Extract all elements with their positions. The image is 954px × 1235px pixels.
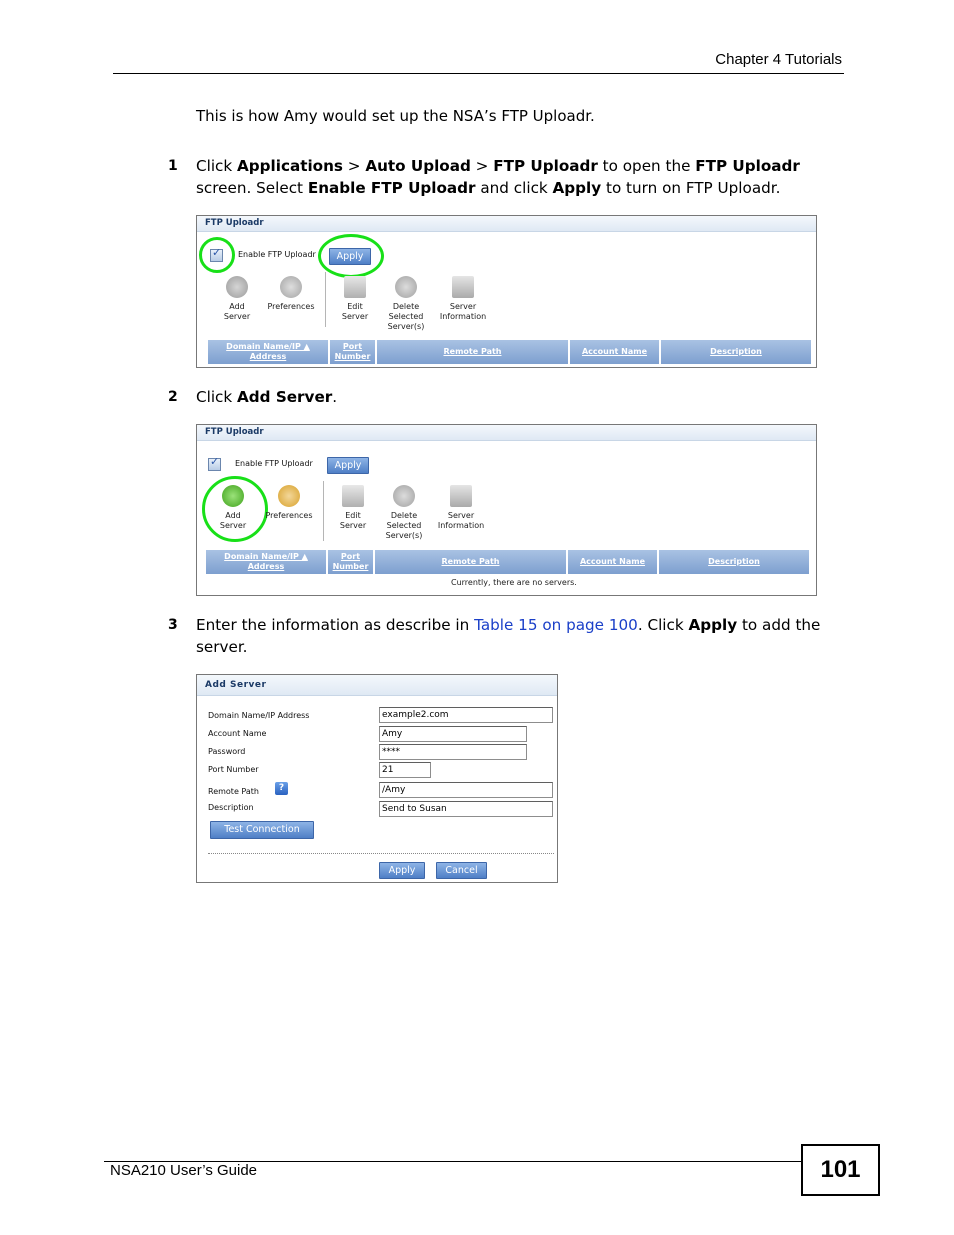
step-2-number: 2 [168,389,178,405]
col-account-name[interactable]: Account Name [568,550,657,574]
port-label: Port Number [208,765,259,774]
col-account-name[interactable]: Account Name [570,340,659,364]
highlight-circle [318,234,384,278]
ftp-uploadr-screenshot-2 [196,424,817,596]
info-icon [450,485,472,507]
toolbar-separator [325,272,326,327]
delete-server-tool[interactable]: Delete Selected Server(s) [383,276,429,332]
empty-table-message: Currently, there are no servers. [451,578,577,587]
add-server-screenshot [196,674,558,883]
guide-title: NSA210 User’s Guide [110,1162,258,1179]
password-label: Password [208,747,246,756]
intro-paragraph: This is how Amy would set up the NSA’s FTP Uploadr. [196,107,595,125]
divider [208,853,554,854]
step-3-number: 3 [168,617,178,633]
add-server-tool[interactable]: Add Server [217,276,257,322]
col-remote-path[interactable]: Remote Path [377,340,568,364]
info-icon [452,276,474,298]
toolbar-separator [323,481,324,541]
domain-field[interactable]: example2.com [379,707,553,723]
col-domain[interactable]: Domain Name/IP ▲ Address [208,340,328,364]
col-port[interactable]: Port Number [330,340,375,364]
edit-icon [342,485,364,507]
step-3-text: Enter the information as describe in Table 15 on page 100. Click Apply to add the server. [196,616,821,656]
panel-title: Add Server [197,675,557,696]
cancel-button[interactable]: Cancel [436,862,487,879]
col-remote-path[interactable]: Remote Path [375,550,566,574]
port-field[interactable]: 21 [379,762,431,778]
gear-icon [280,276,302,298]
ftp-uploadr-screenshot-1 [196,215,817,368]
edit-icon [344,276,366,298]
description-field[interactable]: Send to Susan [379,801,553,817]
gear-icon [278,485,300,507]
highlight-circle [199,237,235,273]
step-1-number: 1 [168,158,178,174]
col-port[interactable]: Port Number [328,550,373,574]
description-label: Description [208,803,254,812]
apply-button[interactable]: Apply [327,457,369,474]
edit-server-tool[interactable]: Edit Server [333,485,373,531]
apply-button[interactable]: Apply [329,248,371,265]
edit-server-tool[interactable]: Edit Server [335,276,375,322]
step-2-text: Click Add Server. [196,388,338,406]
table-header [206,550,809,574]
add-server-tool[interactable]: Add Server [213,485,253,531]
remote-path-field[interactable]: /Amy [379,782,553,798]
col-domain[interactable]: Domain Name/IP ▲ Address [206,550,326,574]
header-rule [113,73,844,74]
delete-icon [393,485,415,507]
table-15-link[interactable]: Table 15 on page 100 [474,616,638,634]
step-1-text: Click Applications > Auto Upload > FTP Uploadr to open the FTP Uploadr screen. Select Enable FTP Uploadr and click Apply to turn on FTP Uploadr. [196,157,800,197]
table-header [208,340,811,364]
chapter-header: Chapter 4 Tutorials [715,51,842,68]
server-info-tool[interactable]: Server Information [431,485,491,531]
enable-label: Enable FTP Uploadr [235,459,313,468]
col-description[interactable]: Description [659,550,809,574]
add-icon [226,276,248,298]
panel-title: FTP Uploadr [197,425,816,441]
preferences-tool[interactable]: Preferences [259,485,319,521]
enable-checkbox[interactable] [208,458,221,471]
preferences-tool[interactable]: Preferences [261,276,321,312]
panel-title: FTP Uploadr [197,216,816,232]
delete-icon [395,276,417,298]
delete-server-tool[interactable]: Delete Selected Server(s) [381,485,427,541]
apply-button[interactable]: Apply [379,862,425,879]
page-number: 101 [801,1144,880,1196]
enable-label: Enable FTP Uploadr [238,250,316,259]
domain-label: Domain Name/IP Address [208,711,310,720]
help-icon[interactable]: ? [275,782,288,795]
col-description[interactable]: Description [661,340,811,364]
account-label: Account Name [208,729,267,738]
test-connection-button[interactable]: Test Connection [210,821,314,839]
account-field[interactable]: Amy [379,726,527,742]
password-field[interactable]: **** [379,744,527,760]
server-info-tool[interactable]: Server Information [433,276,493,322]
remote-path-label: Remote Path [208,787,259,796]
